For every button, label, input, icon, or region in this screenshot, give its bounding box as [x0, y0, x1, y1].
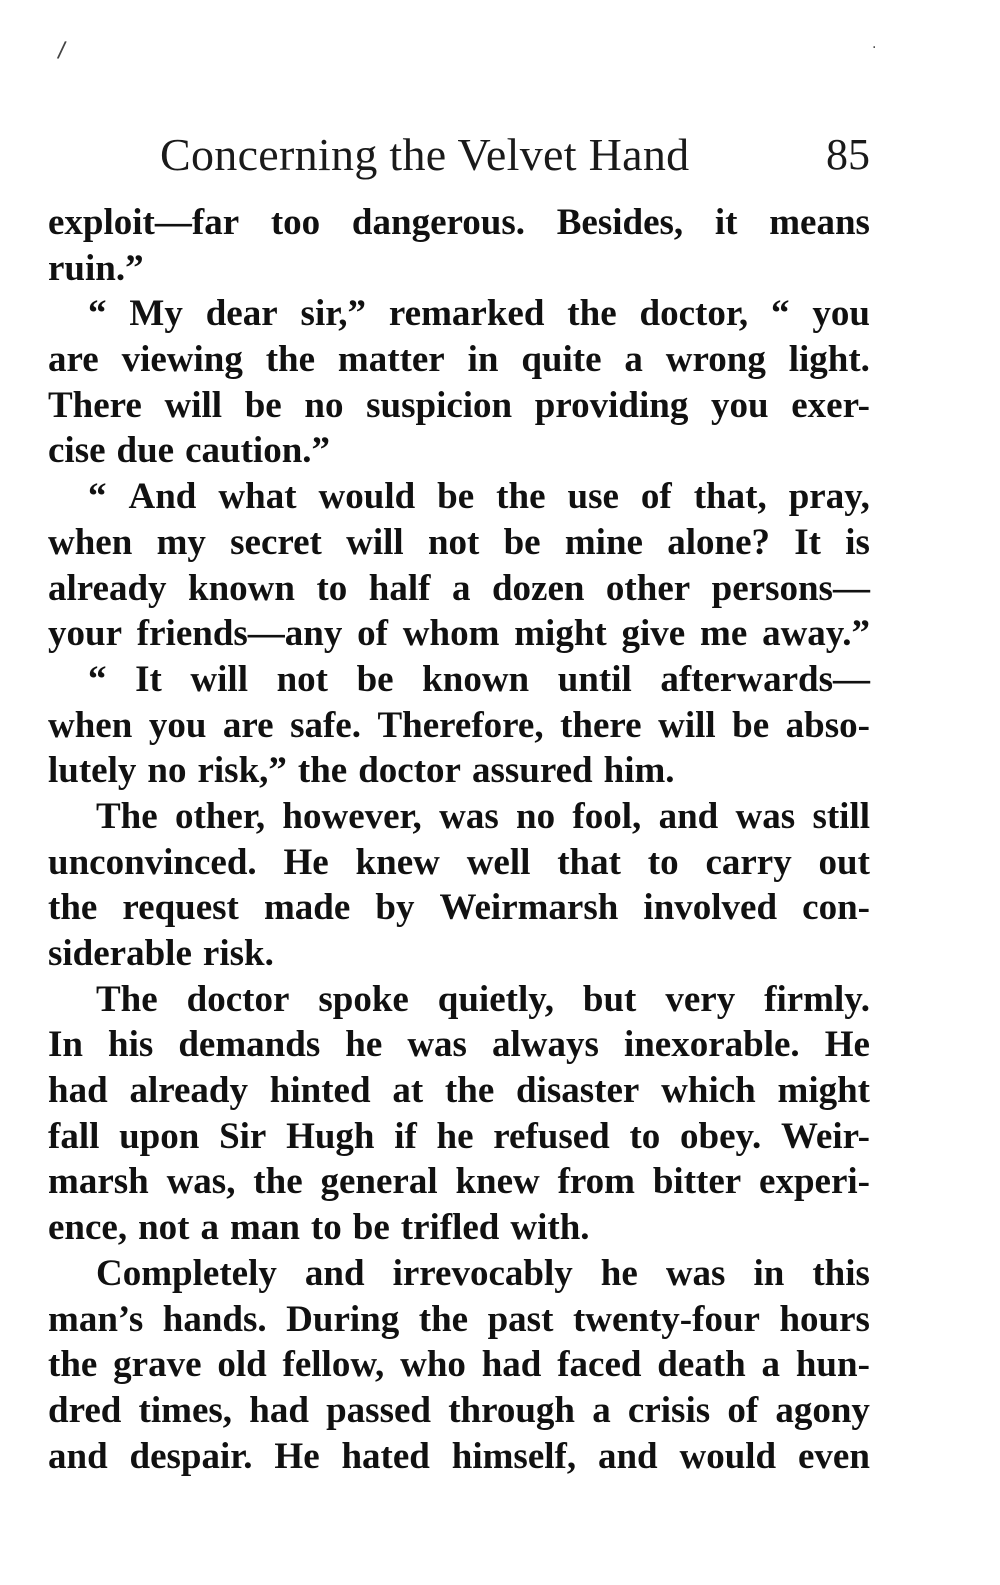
word: carry: [705, 841, 792, 883]
word: was: [735, 795, 796, 837]
word: be: [352, 1207, 390, 1249]
word: hands.: [162, 1298, 267, 1340]
word: was: [439, 795, 499, 837]
word: fellow,: [282, 1344, 385, 1386]
text-line: [48, 428, 870, 474]
word: And: [128, 476, 197, 518]
word: He: [274, 1435, 320, 1477]
word: obey.: [680, 1115, 762, 1157]
text-line: [48, 1205, 870, 1251]
word: suspicion: [366, 384, 513, 426]
word: pray,: [788, 476, 870, 518]
word: remarked: [388, 293, 545, 335]
word: friends—any: [136, 613, 343, 655]
word: “: [771, 293, 790, 335]
word: your: [48, 613, 122, 655]
word: Therefore,: [377, 704, 544, 746]
word: twenty-four: [572, 1298, 760, 1340]
word: risk.: [202, 933, 274, 974]
word: man: [230, 1207, 300, 1249]
word: It: [135, 658, 162, 700]
word: irrevocably: [392, 1252, 573, 1294]
word: Weirmarsh: [439, 887, 619, 929]
word: fool,: [572, 795, 642, 837]
word: risk,”: [197, 750, 287, 792]
word: half: [368, 567, 431, 609]
word: afterwards—: [660, 658, 870, 700]
word: bitter: [652, 1161, 742, 1203]
word: hinted: [269, 1070, 371, 1112]
word: you: [148, 704, 207, 746]
word: Sir: [219, 1115, 267, 1157]
word: knew: [355, 841, 440, 883]
word: the: [253, 1161, 303, 1203]
word: use: [567, 476, 619, 518]
word: me: [700, 613, 748, 655]
word: marsh: [48, 1161, 149, 1203]
word: very: [665, 978, 736, 1020]
word: which: [661, 1070, 756, 1112]
word: that: [557, 841, 621, 883]
word: fall: [48, 1115, 100, 1157]
word: and: [658, 795, 719, 837]
word: are: [222, 704, 274, 746]
word: had: [249, 1389, 309, 1431]
word: the: [444, 1070, 495, 1112]
word: be: [503, 521, 541, 563]
word: from: [557, 1161, 635, 1203]
word: spoke: [318, 978, 409, 1020]
word: by: [375, 887, 415, 929]
text-line: [48, 657, 870, 703]
word: the: [265, 339, 316, 381]
word: the: [48, 1344, 98, 1386]
word: when: [48, 704, 133, 746]
text-line: [48, 794, 870, 840]
word: providing: [534, 384, 689, 426]
word: lutely: [48, 750, 137, 792]
word: might: [777, 1070, 870, 1112]
word: dangerous.: [351, 202, 525, 243]
word: known: [422, 658, 530, 700]
word: faced: [557, 1344, 642, 1386]
word: already: [129, 1070, 248, 1112]
word: death: [657, 1344, 746, 1386]
word: con-: [802, 887, 870, 929]
word: he: [600, 1252, 638, 1294]
word: despair.: [129, 1435, 253, 1477]
word: who: [400, 1344, 466, 1386]
word: no: [147, 750, 187, 792]
word: well: [466, 841, 531, 883]
word: with.: [510, 1207, 590, 1249]
word: quietly,: [437, 978, 554, 1020]
margin-dot: ·: [872, 40, 877, 56]
word: Besides,: [556, 202, 684, 243]
word: trifled: [400, 1207, 500, 1249]
word: when: [48, 521, 133, 563]
word: my: [156, 521, 206, 563]
word: this: [812, 1252, 870, 1294]
word: He: [824, 1024, 870, 1066]
word: There: [48, 384, 142, 426]
word: secret: [230, 521, 322, 563]
word: Hugh: [286, 1115, 375, 1157]
word: not: [276, 658, 328, 700]
word: would: [318, 476, 416, 518]
word: ruin.”: [48, 247, 144, 289]
word: not: [427, 521, 480, 563]
word: the: [567, 293, 617, 335]
word: caution.”: [185, 430, 331, 472]
word: a: [200, 1207, 220, 1249]
word: viewing: [121, 339, 243, 381]
word: the: [418, 1298, 469, 1340]
page-header: [48, 125, 870, 185]
word: at: [392, 1070, 424, 1112]
word: exploit—far: [48, 202, 240, 243]
word: and: [48, 1435, 108, 1477]
word: his: [108, 1024, 154, 1066]
word: him.: [603, 750, 675, 792]
word: you: [812, 293, 870, 335]
word: refused: [493, 1115, 610, 1157]
text-line: [48, 1434, 870, 1480]
word: be: [356, 658, 394, 700]
text-line: [48, 520, 870, 566]
word: will: [164, 384, 223, 426]
text-line: [48, 885, 870, 931]
word: will: [658, 704, 716, 746]
word: wrong: [665, 339, 766, 381]
word: still: [812, 795, 870, 837]
word: made: [263, 887, 351, 929]
word: he: [345, 1024, 383, 1066]
word: a: [592, 1389, 611, 1431]
text-line: [48, 1068, 870, 1114]
word: of: [727, 1389, 759, 1431]
word: already: [48, 567, 167, 609]
word: “: [88, 476, 107, 518]
word: was: [665, 1252, 726, 1294]
text-line: [48, 840, 870, 886]
text-line: [48, 1159, 870, 1205]
word: give: [621, 613, 686, 655]
text-line: [48, 291, 870, 337]
word: himself,: [451, 1435, 577, 1477]
word: not: [138, 1207, 190, 1249]
text-line: [48, 1114, 870, 1160]
word: to: [647, 841, 679, 883]
word: During: [286, 1298, 400, 1340]
word: is: [845, 521, 870, 563]
word: a: [761, 1344, 781, 1386]
word: had: [481, 1344, 542, 1386]
word: abso-: [785, 704, 870, 746]
word: out: [818, 841, 870, 883]
text-line: [48, 474, 870, 520]
word: demands: [178, 1024, 321, 1066]
text-line: [48, 383, 870, 429]
text-line: [48, 977, 870, 1023]
word: but: [582, 978, 637, 1020]
word: light.: [788, 339, 870, 381]
word: disaster: [516, 1070, 640, 1112]
word: until: [557, 658, 632, 700]
text-line: [48, 1251, 870, 1297]
word: firmly.: [764, 978, 870, 1020]
word: are: [48, 339, 99, 381]
word: doctor,: [639, 293, 749, 335]
text-line: [48, 1342, 870, 1388]
word: what: [218, 476, 297, 518]
word: there: [560, 704, 642, 746]
word: the: [48, 887, 98, 929]
word: the: [496, 476, 546, 518]
word: away.”: [762, 613, 870, 655]
word: involved: [643, 887, 778, 929]
word: times,: [138, 1389, 233, 1431]
word: upon: [119, 1115, 200, 1157]
word: dred: [48, 1389, 122, 1431]
word: a: [451, 567, 471, 609]
word: Weir-: [780, 1115, 870, 1157]
word: and: [597, 1435, 658, 1477]
word: means: [769, 202, 870, 243]
word: exer-: [791, 384, 870, 426]
word: crisis: [627, 1389, 711, 1431]
word: no: [304, 384, 344, 426]
word: other,: [174, 795, 266, 837]
word: My: [129, 293, 183, 335]
page-number: 85: [826, 130, 870, 179]
text-line: [48, 337, 870, 383]
word: In: [48, 1024, 83, 1066]
text-line: [48, 931, 870, 977]
margin-mark: /: [56, 37, 68, 64]
word: siderable: [48, 933, 192, 974]
word: cise: [48, 430, 106, 472]
word: be: [437, 476, 475, 518]
word: the: [297, 750, 348, 792]
word: He: [283, 841, 329, 883]
text-line: [48, 246, 870, 292]
word: mine: [564, 521, 643, 563]
word: hun-: [795, 1344, 870, 1386]
word: always: [492, 1024, 599, 1066]
word: old: [217, 1344, 267, 1386]
word: in: [753, 1252, 785, 1294]
word: you: [711, 384, 769, 426]
word: might: [514, 613, 607, 655]
word: past: [487, 1298, 554, 1340]
word: request: [122, 887, 239, 929]
word: hated: [341, 1435, 430, 1477]
word: will: [346, 521, 404, 563]
text-line: [48, 1297, 870, 1343]
word: however,: [282, 795, 422, 837]
word: of: [640, 476, 672, 518]
word: man’s: [48, 1298, 144, 1340]
body-text: [48, 200, 870, 1479]
text-line: [48, 748, 870, 794]
word: inexorable.: [623, 1024, 800, 1066]
word: general: [320, 1161, 438, 1203]
word: was,: [166, 1161, 236, 1203]
word: if: [394, 1115, 417, 1157]
word: unconvinced.: [48, 841, 257, 883]
word: will: [190, 658, 248, 700]
word: knew: [455, 1161, 540, 1203]
word: whom: [402, 613, 500, 655]
word: to: [310, 1207, 342, 1249]
running-title: Concerning the Velvet Hand: [160, 129, 690, 180]
word: passed: [326, 1389, 431, 1431]
word: he: [436, 1115, 474, 1157]
word: experi-: [759, 1161, 870, 1203]
word: had: [48, 1070, 108, 1112]
word: even: [798, 1435, 870, 1477]
word: that,: [693, 476, 767, 518]
word: hours: [779, 1298, 870, 1340]
word: doctor: [186, 978, 290, 1020]
word: known: [188, 567, 295, 609]
text-line: [48, 1022, 870, 1068]
word: dozen: [491, 567, 585, 609]
word: due: [116, 430, 175, 472]
word: would: [679, 1435, 777, 1477]
word: a: [624, 339, 643, 381]
text-line: [48, 611, 870, 657]
word: and: [304, 1252, 365, 1294]
word: quite: [521, 339, 602, 381]
text-line: [48, 703, 870, 749]
word: persons—: [711, 567, 870, 609]
word: agony: [775, 1389, 870, 1431]
word: “: [88, 658, 107, 700]
word: in: [467, 339, 499, 381]
word: ence,: [48, 1207, 128, 1249]
word: “: [88, 293, 107, 335]
text-line: [48, 1388, 870, 1434]
word: assured: [471, 750, 593, 792]
word: to: [316, 567, 348, 609]
word: grave: [113, 1344, 202, 1386]
word: It: [794, 521, 821, 563]
text-line: [48, 566, 870, 612]
word: no: [516, 795, 556, 837]
word: Completely: [96, 1252, 277, 1294]
word: sir,”: [300, 293, 367, 335]
word: be: [732, 704, 770, 746]
word: doctor: [358, 750, 461, 792]
word: of: [357, 613, 388, 655]
word: to: [629, 1115, 661, 1157]
word: The: [96, 795, 158, 837]
word: The: [96, 978, 158, 1020]
text-line: [48, 200, 870, 246]
word: matter: [337, 339, 445, 381]
word: too: [270, 202, 321, 243]
word: other: [605, 567, 691, 609]
word: dear: [205, 293, 278, 335]
word: alone?: [667, 521, 770, 563]
word: through: [448, 1389, 576, 1431]
word: it: [714, 202, 738, 243]
word: was: [407, 1024, 467, 1066]
word: be: [244, 384, 282, 426]
word: safe.: [290, 704, 361, 746]
